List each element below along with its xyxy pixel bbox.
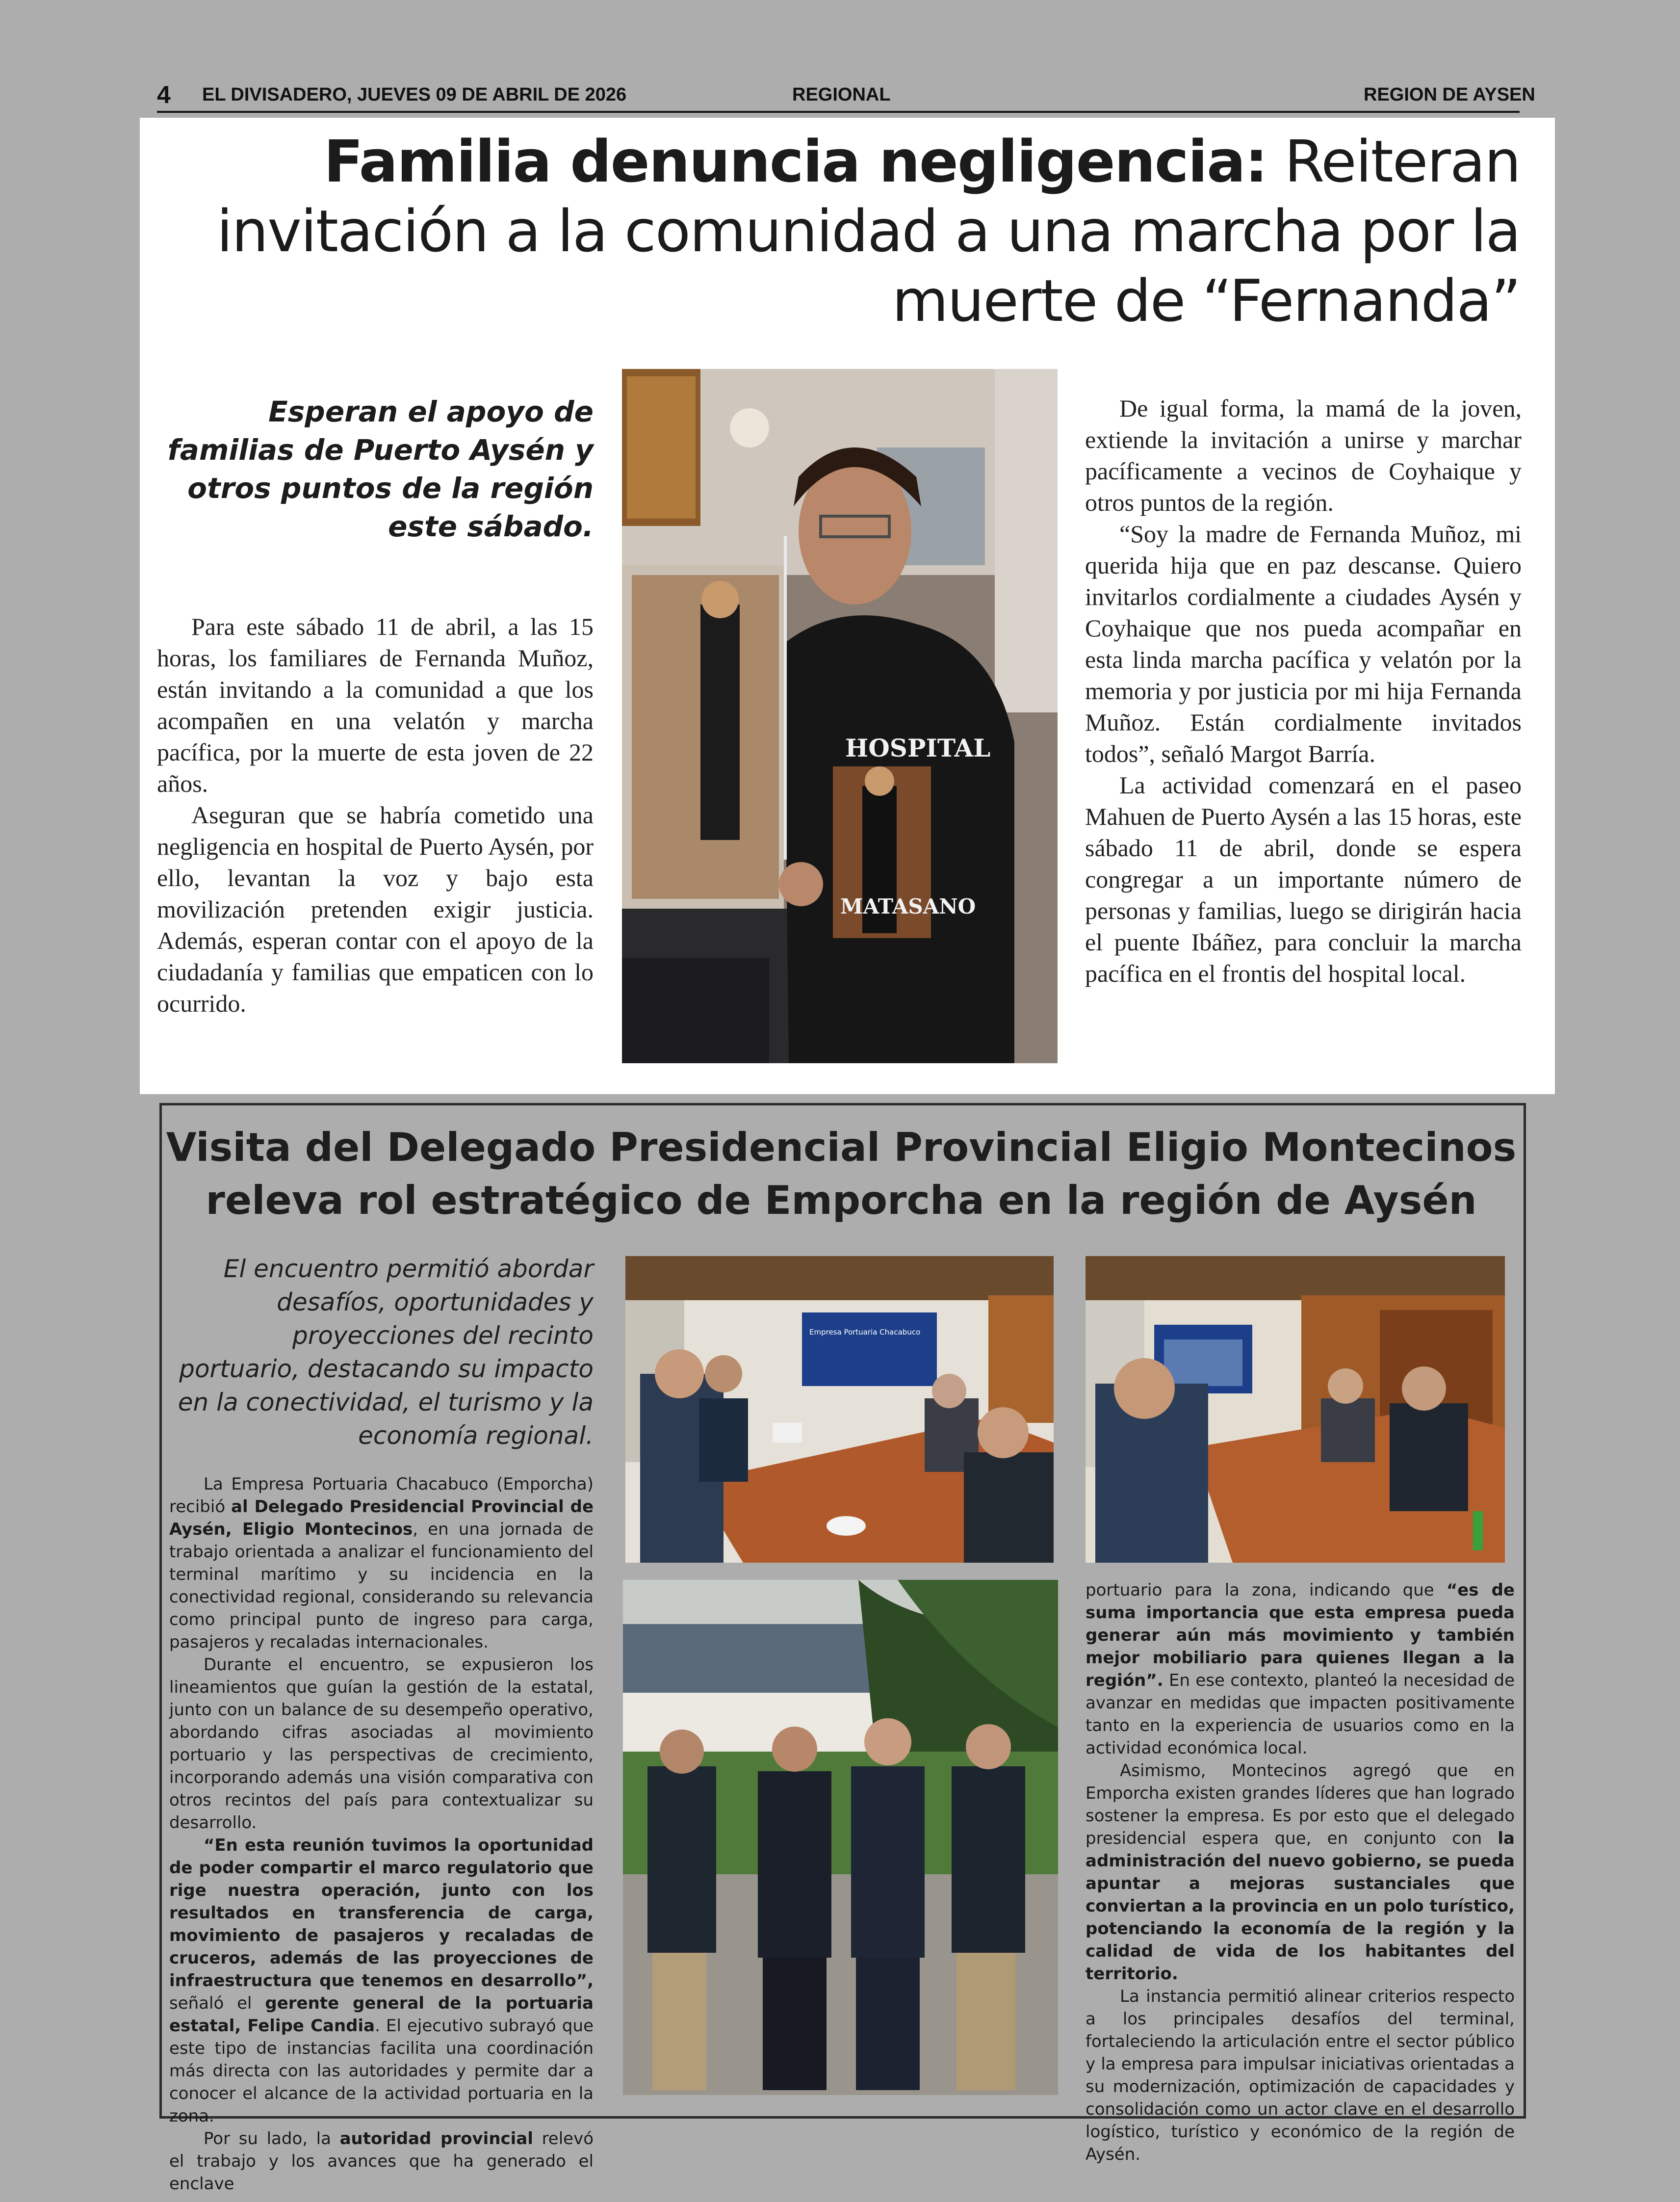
text-run: relevó el trabajo y los avances que ha generado el enclave xyxy=(169,2129,594,2194)
shirt-text-bottom: MATASANO xyxy=(840,894,976,918)
headline-lead: Familia denuncia negligencia: xyxy=(323,128,1267,195)
paragraph xyxy=(169,1473,594,1653)
paragraph: Aseguran que se habría cometido una negligencia en hospital de Puerto Aysén, por ello, levantan la voz y bajo esta movilización pretenden exigir justicia. Además, esperan contar con el apoyo de la ciudadanía y familias que empaticen con lo ocurrido. xyxy=(157,801,594,1017)
article-1-column-3 xyxy=(1085,393,1522,989)
paragraph: Durante el encuentro, se expusieron los lineamientos que guían la gestión de la estatal, junto con un balance de su desempeño operativo, abordando cifras asociadas al movimiento portuario y las perspectivas de crecimiento, incorporando además una visión comparativa con otros recintos del país para contextualizar su desarrollo. xyxy=(169,1655,594,1833)
photo-mother-shirt xyxy=(622,369,1058,1063)
text-run-bold: la administración del nuevo gobierno, se pueda apuntar a mejoras sustanciales que conviertan a la provincia en un polo turístico, potenciando la economía de la región y la calidad de vida de los habitantes del territorio. xyxy=(1086,1829,1515,1984)
paragraph xyxy=(169,1834,594,2127)
text-run-bold: gerente general de la portuaria estatal, Felipe Candia xyxy=(169,1993,594,2036)
article-2-column-3 xyxy=(1086,1579,1515,2166)
article-2-headline: Visita del Delegado Presidencial Provincial Eligio Montecinos releva rol estratégico de Emporcha en la región de Aysén xyxy=(166,1125,1517,1223)
text-run-bold: autoridad provincial xyxy=(339,2129,533,2149)
photo-meeting-room-2 xyxy=(1086,1256,1505,1563)
header-rule xyxy=(157,111,1520,113)
text-run-bold: al Delegado Presidencial Provincial de Aysén, Eligio Montecinos xyxy=(169,1497,594,1539)
shirt-text-top: HOSPITAL xyxy=(845,734,991,762)
article-1-column-1 xyxy=(157,611,594,1019)
publication-dateline: EL DIVISADERO, JUEVES 09 DE ABRIL DE 2026 xyxy=(202,84,627,105)
article-2-deck: El encuentro permitió abordar desafíos, oportunidades y proyecciones del recinto portuario, destacando su impacto en la conectividad, el turismo y la economía regional. xyxy=(178,1255,594,1450)
text-run: Asimismo, Montecinos agregó que en Emporcha existen grandes líderes que han logrado sostener la empresa. Es por esto que el delegado presidencial espera que, en conjunto con xyxy=(1086,1761,1515,1848)
quote-bold: “En esta reunión tuvimos la oportunidad de poder compartir el marco regulatorio que rige nuestra operación, junto con los resultados en transferencia de carga, movimiento de pasajeros y recaladas de cruceros, además de las proyecciones de infraestructura que tenemos en desarrollo”, xyxy=(169,1835,594,1991)
presentation-screen-title: Empresa Portuaria Chacabuco xyxy=(809,1328,921,1337)
paragraph xyxy=(169,2127,594,2195)
paragraph: “Soy la madre de Fernanda Muñoz, mi querida hija que en paz descanse. Quiero invitarlos cordialmente a ciudades Aysén y Coyhaique que nos pueda acompañar en esta linda marcha pacífica y velatón por la memoria y por justicia por mi hija Fernanda Muñoz. Están cordialmente invitados todos”, señaló Margot Barría. xyxy=(1085,520,1522,767)
quote-bold: “es de suma importancia que esta empresa pueda generar aún más movimiento y también mejor mobiliario para quienes llegan a la región”. xyxy=(1086,1580,1515,1690)
paragraph xyxy=(1086,1579,1515,1759)
paragraph: La actividad comenzará en el paseo Mahuen de Puerto Aysén a las 15 horas, este sábado 11 de abril, donde se espera congregar a un importante número de personas y familias, luego se dirigirán hacia el puente Ibáñez, para concluir la marcha pacífica en el frontis del hospital local. xyxy=(1085,771,1522,987)
text-run: Por su lado, la xyxy=(204,2129,340,2149)
paragraph: La instancia permitió alinear criterios respecto a los principales desafíos del terminal, fortaleciendo la articulación entre el sector público y la empresa para impulsar iniciativas orientadas a su modernización, optimización de capacidades y consolidación como un actor clave en el desarrollo logístico, turístico y económico de la región de Aysén. xyxy=(1086,1987,1515,2164)
text-run: La Empresa Portuaria Chacabuco (Emporcha) recibió xyxy=(169,1474,594,1517)
page-number: 4 xyxy=(157,81,171,108)
article-2-column-1 xyxy=(169,1473,594,2195)
section-label: REGIONAL xyxy=(792,84,891,105)
photo-meeting-room xyxy=(625,1256,1054,1563)
article-1-deck: Esperan el apoyo de familias de Puerto Aysén y otros puntos de la región este sábado. xyxy=(167,395,594,543)
region-label: REGION DE AYSEN xyxy=(1364,84,1535,105)
text-run: . El ejecutivo subrayó que este tipo de instancias facilita una coordinación más directa con las autoridades y permite dar a conocer el alcance de la actividad portuaria en la zona. xyxy=(169,2016,594,2126)
article-1-headline xyxy=(196,127,1520,336)
text-run: portuario para la zona, indicando que xyxy=(1086,1580,1447,1600)
paragraph xyxy=(1086,1759,1515,1985)
paragraph: De igual forma, la mamá de la joven, extiende la invitación a unirse y marchar pacíficamente a vecinos de Coyhaique y otros puntos de la región. xyxy=(1085,394,1522,516)
text-run: , en una jornada de trabajo orientada a analizar el funcionamiento del terminal marítimo y su incidencia en la conectividad regional, considerando su relevancia como principal punto de ingreso para carga, pasajeros y recaladas internacionales. xyxy=(169,1520,594,1652)
photo-group-outdoor xyxy=(623,1580,1058,2095)
headline-rest: Reiteran invitación a la comunidad a una marcha por la muerte de “Fernanda” xyxy=(216,128,1520,335)
text-run: señaló el xyxy=(169,1993,265,2013)
paragraph: Para este sábado 11 de abril, a las 15 horas, los familiares de Fernanda Muñoz, están invitando a la comunidad a que los acompañen en una velatón y marcha pacífica, por la muerte de esta joven de 22 años. xyxy=(157,613,594,797)
text-run: En ese contexto, planteó la necesidad de avanzar en medidas que impacten positivamente tanto en la experiencia de usuarios como en la actividad económica local. xyxy=(1086,1671,1515,1758)
